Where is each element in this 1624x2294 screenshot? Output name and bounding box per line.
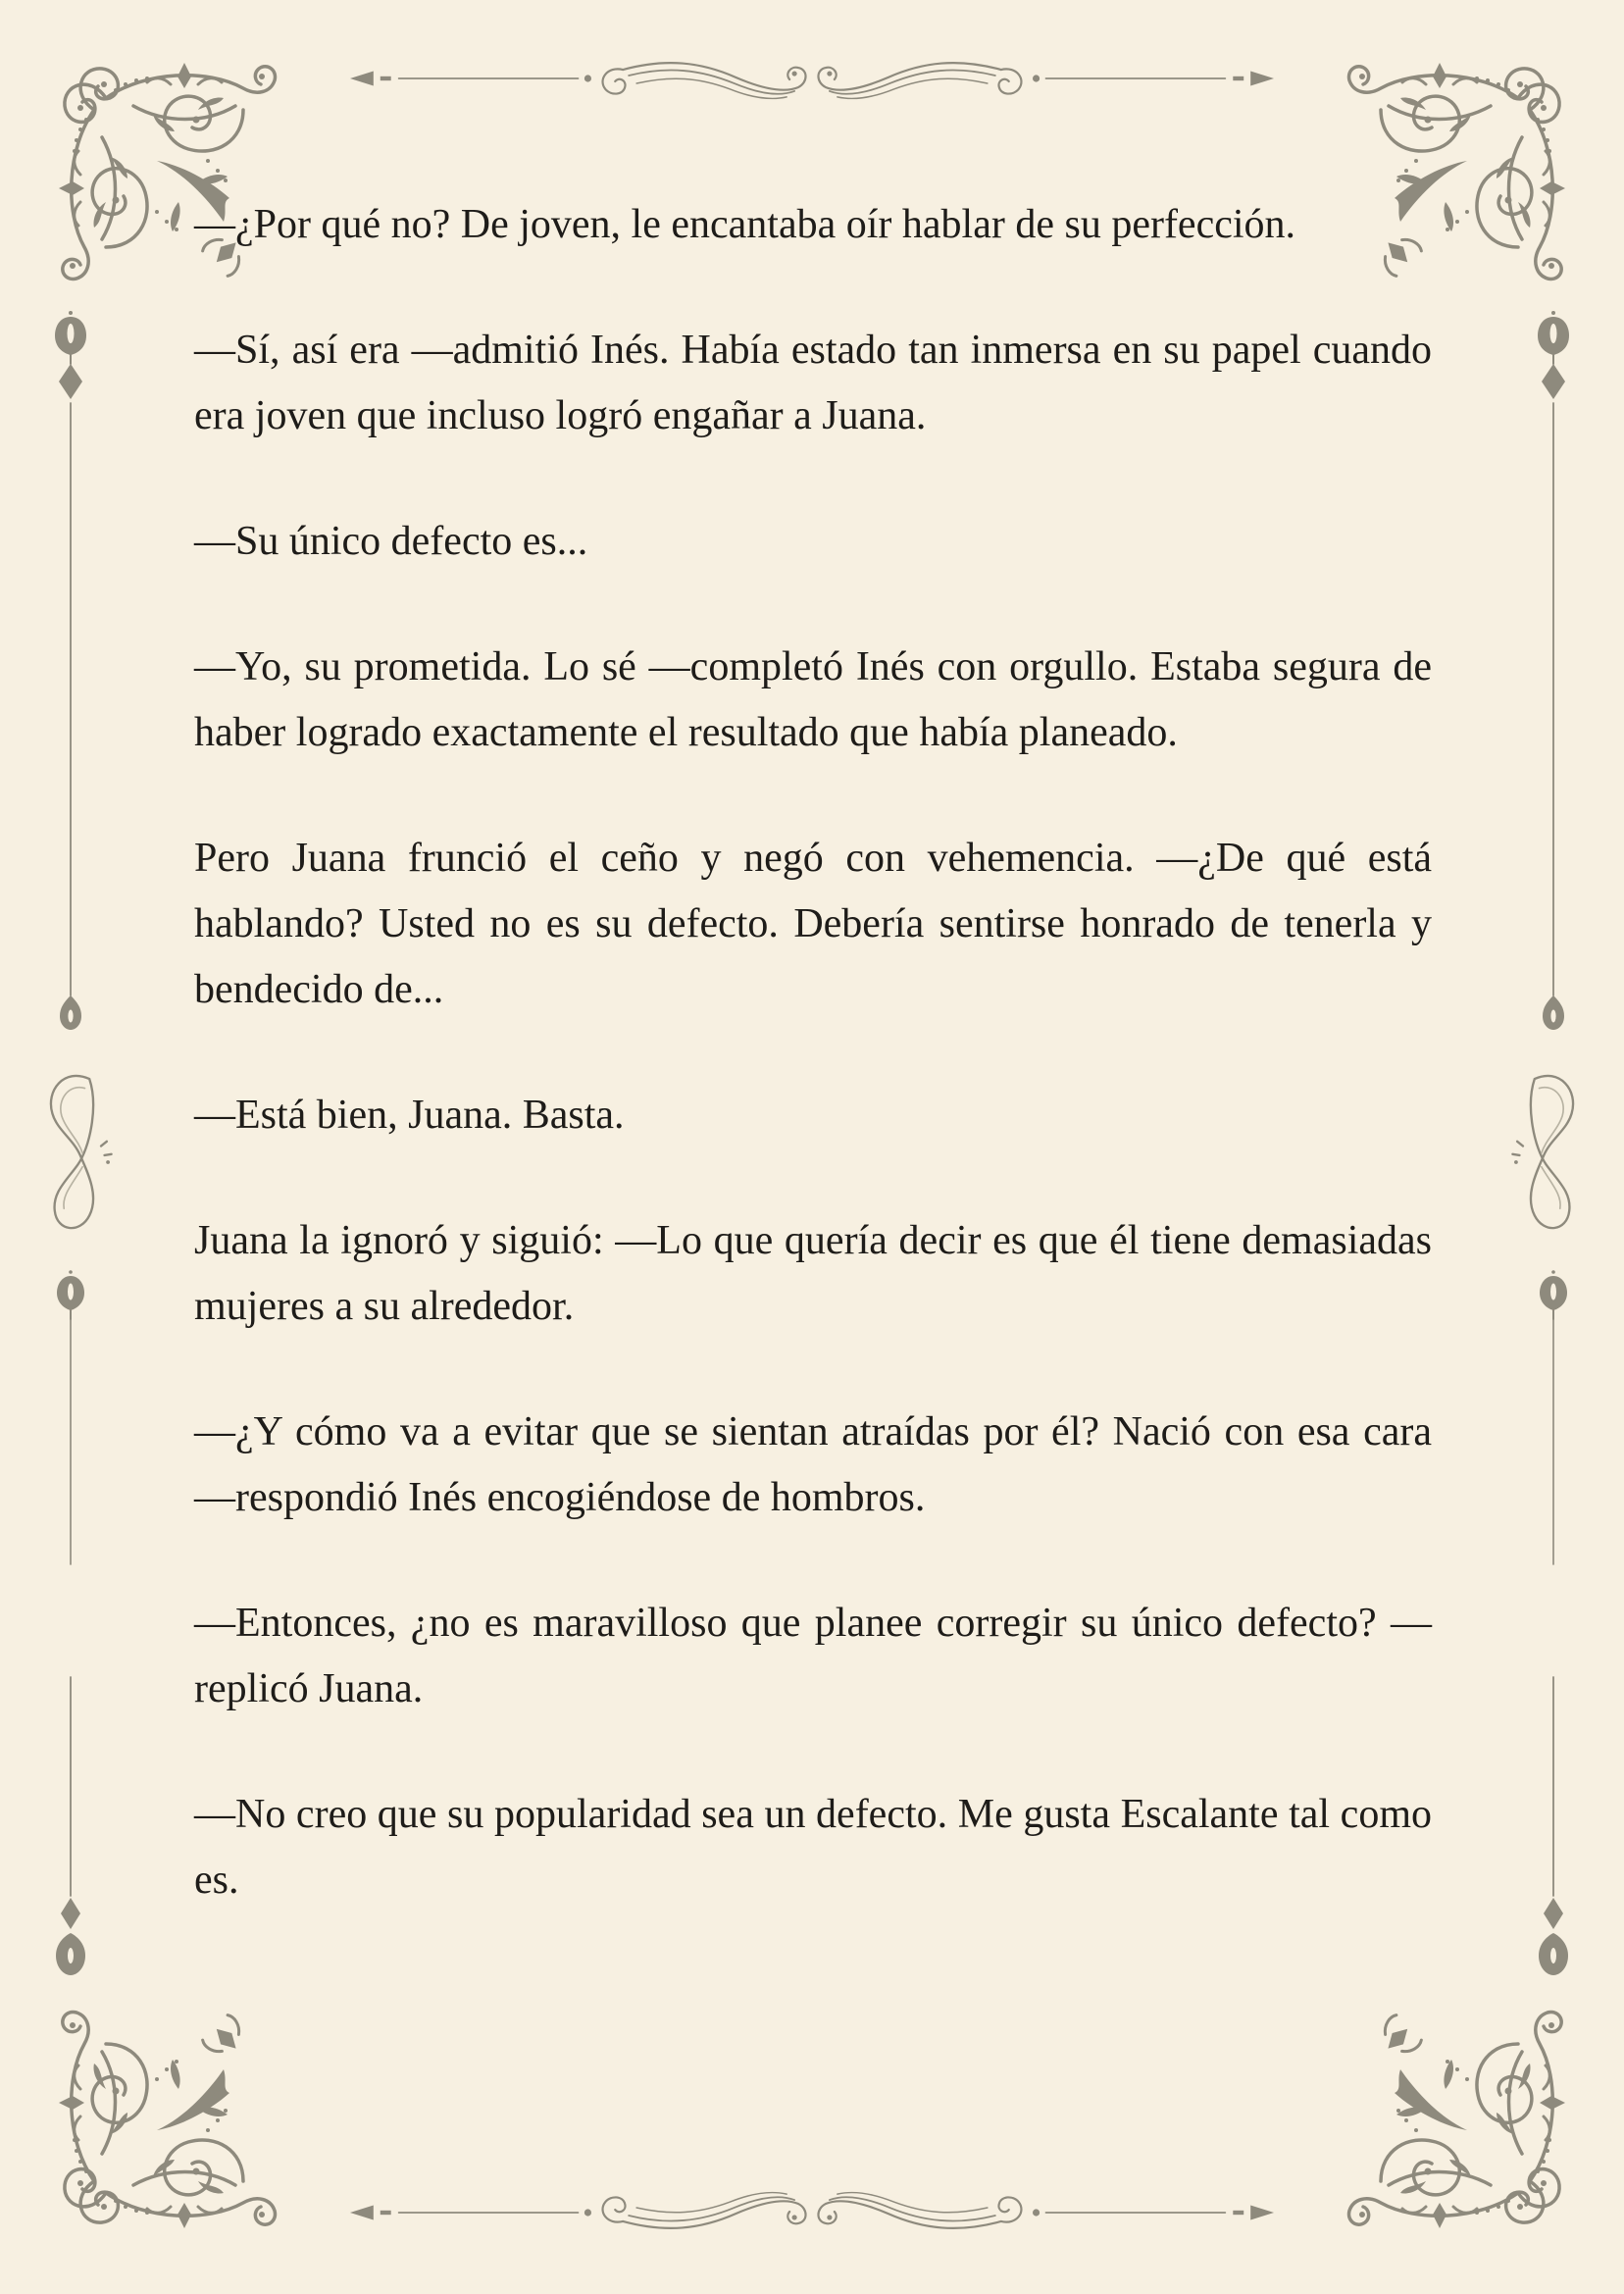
swirl-divider-top-icon (344, 44, 1280, 113)
swirl-divider-bottom-icon (344, 2178, 1280, 2247)
paragraph: Juana la ignoró y siguió: —Lo que quería decir es que él tiene demasiadas mujeres a su alrededor. (194, 1218, 1432, 1329)
corner-flourish-bottom-left-icon (51, 2003, 298, 2236)
paragraph: Pero Juana frunció el ceño y negó con vehemencia. —¿De qué está hablando? Usted no es su defecto. Debería sentirse honrado de tenerla y bendecido de... (194, 836, 1432, 1012)
page-text (194, 192, 1432, 1913)
paragraph: —Entonces, ¿no es maravilloso que planee corregir su único defecto? —replicó Juana. (194, 1601, 1432, 1711)
paragraph: —Su único defecto es... (194, 519, 588, 564)
paragraph: —No creo que su popularidad sea un defecto. Me gusta Escalante tal como es. (194, 1792, 1432, 1903)
paragraph: —¿Y cómo va a evitar que se sientan atraídas por él? Nació con esa cara —respondió Inés encogiéndose de hombros. (194, 1409, 1432, 1520)
paragraph: —¿Por qué no? De joven, le encantaba oír hablar de su perfección. (194, 202, 1296, 247)
paragraph: —Sí, así era —admitió Inés. Había estado tan inmersa en su papel cuando era joven que incluso logró engañar a Juana. (194, 328, 1432, 438)
side-rail-left-icon (41, 309, 100, 1996)
side-rail-right-icon (1524, 309, 1583, 1996)
paragraph: —Está bien, Juana. Basta. (194, 1093, 625, 1138)
paragraph: —Yo, su prometida. Lo sé —completó Inés con orgullo. Estaba segura de haber logrado exactamente el resultado que había planeado. (194, 644, 1432, 755)
corner-flourish-bottom-right-icon (1326, 2003, 1573, 2236)
